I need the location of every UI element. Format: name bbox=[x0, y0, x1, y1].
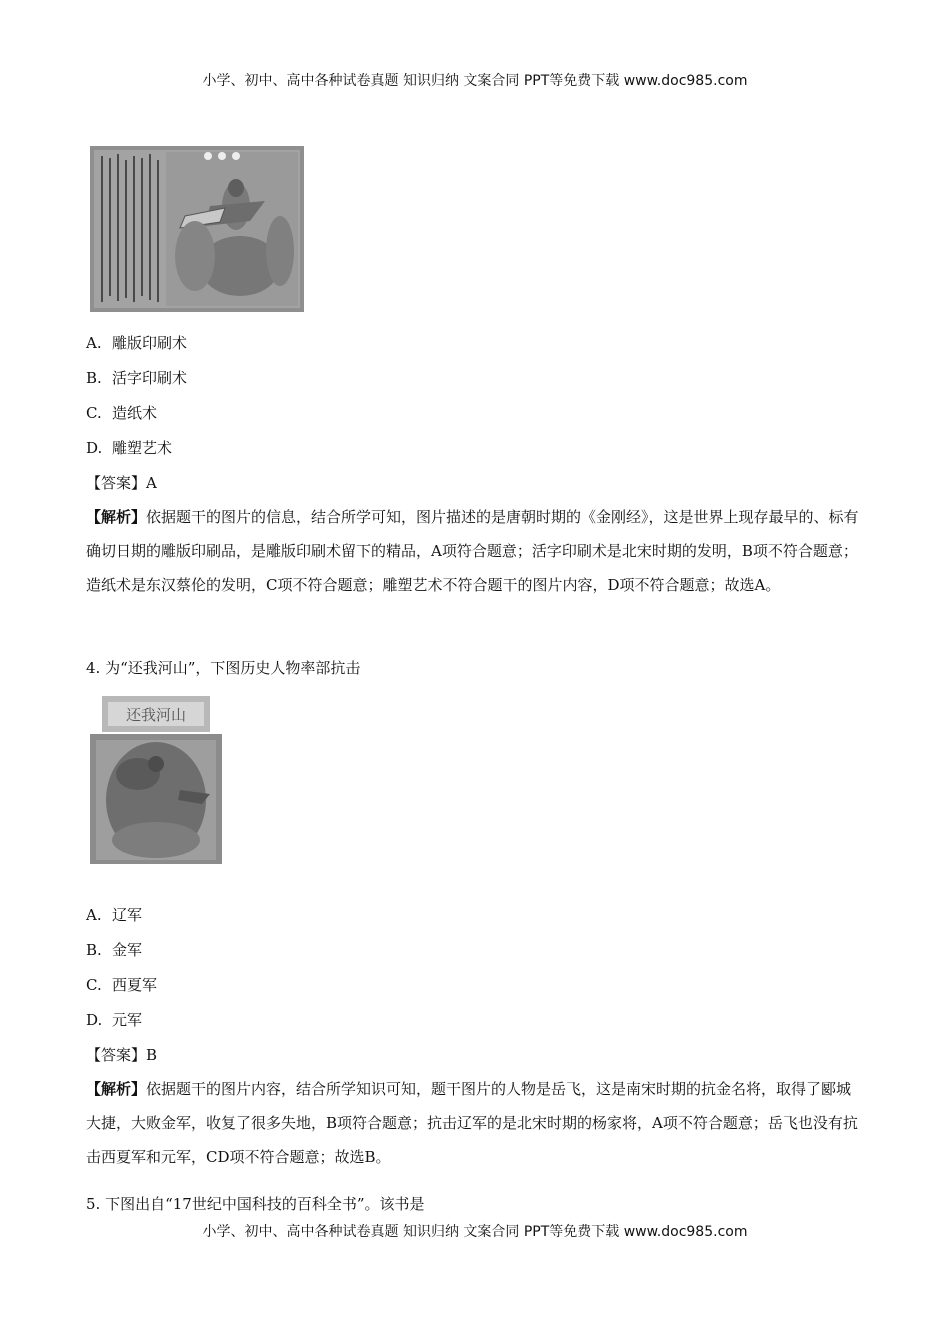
option-b: B. 活字印刷术 bbox=[86, 369, 188, 387]
q4-option-a: A. 辽军 bbox=[86, 906, 143, 924]
option-a: A. 雕版印刷术 bbox=[86, 334, 188, 352]
q4-option-c: C. 西夏军 bbox=[86, 976, 158, 994]
page-header: 小学、初中、高中各种试卷真题 知识归纳 文案合同 PPT等免费下载 www.doc985.com bbox=[202, 73, 748, 89]
question-5-stem: 5. 下图出自“17世纪中国科技的百科全书”。该书是 bbox=[86, 1195, 425, 1213]
option-d: D. 雕塑艺术 bbox=[86, 439, 173, 457]
diamond-sutra-image bbox=[90, 146, 304, 312]
q4-option-d: D. 元军 bbox=[86, 1011, 143, 1029]
q4-answer: 【答案】B bbox=[86, 1046, 158, 1064]
option-c: C. 造纸术 bbox=[86, 404, 158, 422]
svg-text:还我河山: 还我河山 bbox=[125, 706, 187, 724]
analysis: 【解析】依据题干的图片的信息，结合所学可知，图片描述的是唐朝时期的《金刚经》，这是世界上现存最早的、标有确切日期的雕版印刷品，是雕版印刷术留下的精品，A项符合题意；活字印刷术是北宋时期的发明，B项不符合题意；造纸术是东汉蔡伦的发明，C项不符合题意；雕塑艺术不符合题干的图片内容，D项不符合题意；故选A。 bbox=[86, 508, 859, 594]
page-footer: 小学、初中、高中各种试卷真题 知识归纳 文案合同 PPT等免费下载 www.doc985.com bbox=[202, 1224, 748, 1240]
question-4-stem: 4. 为“还我河山”，下图历史人物率部抗击 bbox=[86, 659, 361, 677]
q4-option-b: B. 金军 bbox=[86, 941, 143, 959]
q4-analysis: 【解析】依据题干的图片内容，结合所学知识可知，题干图片的人物是岳飞，这是南宋时期的抗金名将，取得了郾城大捷，大败金军，收复了很多失地，B项符合题意；抗击辽军的是北宋时期的杨家将，A项不符合题意；岳飞也没有抗击西夏军和元军，CD项不符合题意；故选B。 bbox=[86, 1080, 858, 1166]
answer: 【答案】A bbox=[86, 474, 157, 492]
yue-fei-statue-image bbox=[90, 690, 222, 864]
